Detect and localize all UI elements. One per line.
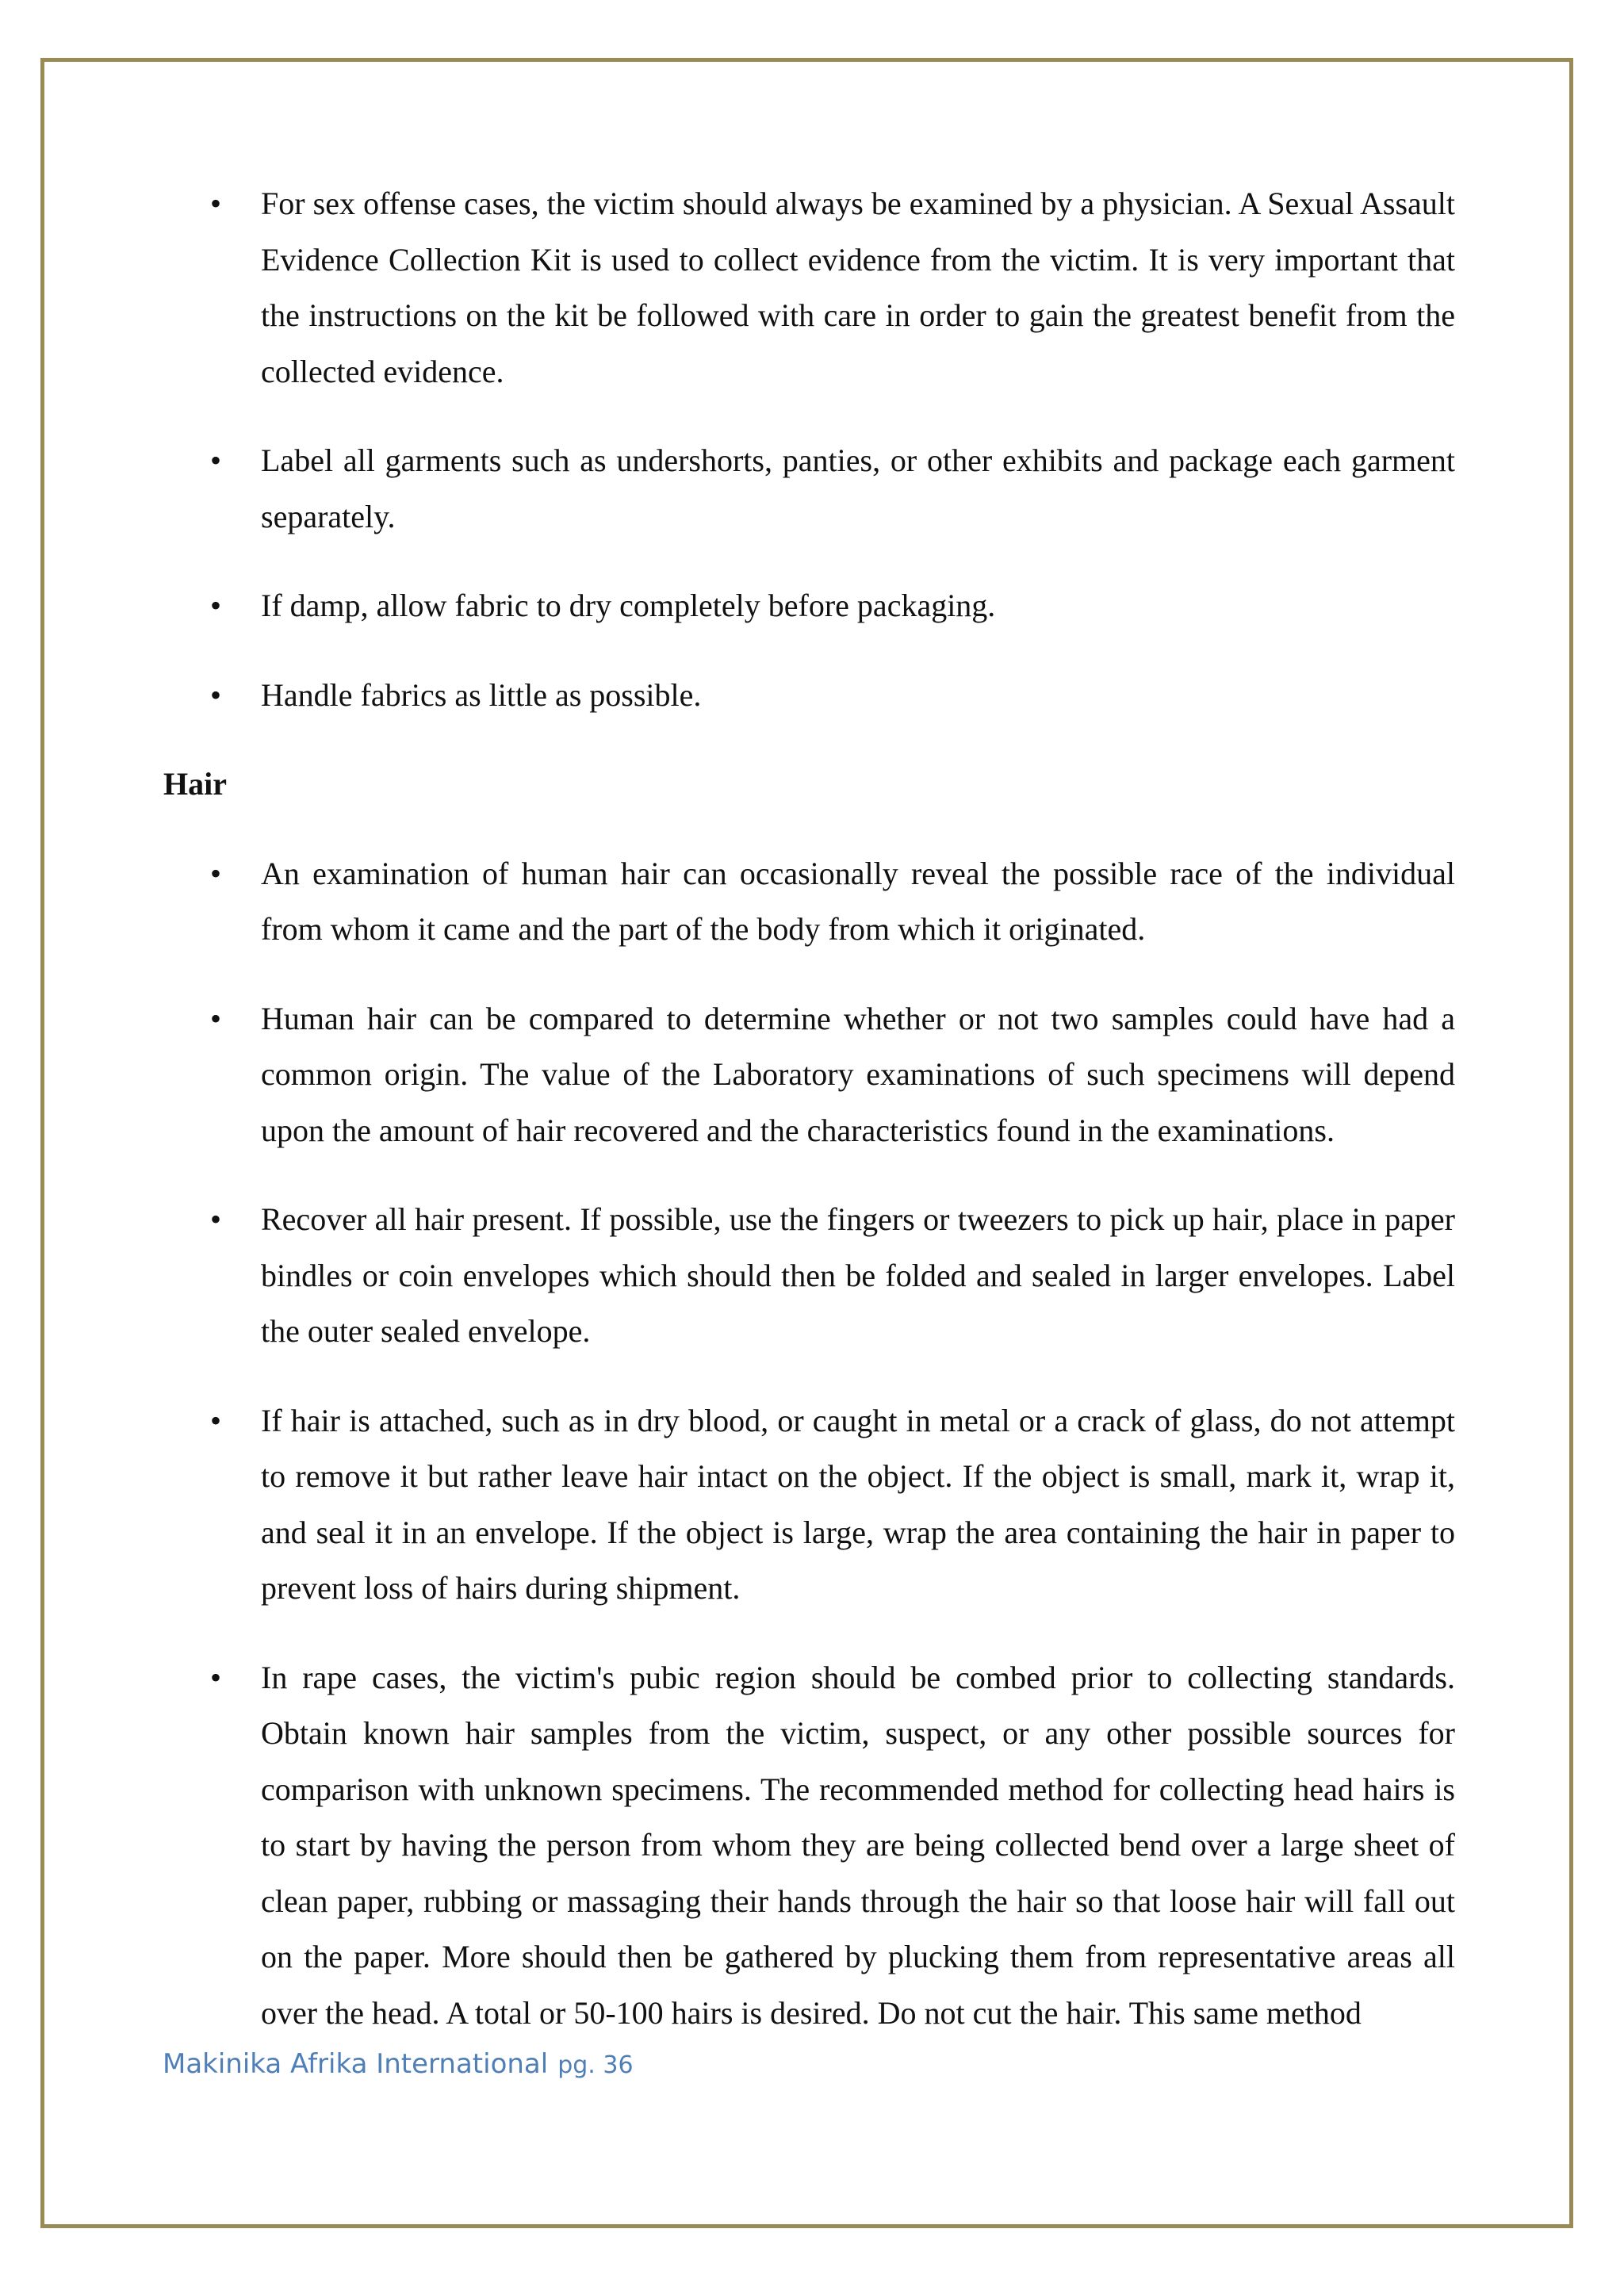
bullet-text: If hair is attached, such as in dry blood, or caught in metal or a crack of glass, do not attempt to remove it but rather leave hair intact on the object. If the object is small, mark it, wrap it, and seal it in an envelope. If the object is large, wrap the area containing the hair in paper to prevent loss of hairs during shipment. [261, 1402, 1455, 1606]
list-item [163, 668, 1455, 724]
bullet-text: For sex offense cases, the victim should always be examined by a physician. A Sexual Assault Evidence Collection Kit is used to collect evidence from the victim. It is very important that the instructions on the kit be followed with care in order to gain the greatest benefit from the collected evidence. [261, 186, 1455, 389]
list-item [163, 578, 1455, 634]
page-number: pg. 36 [557, 2051, 634, 2079]
list-item [163, 1192, 1455, 1360]
list-item [163, 176, 1455, 400]
list-item [163, 1650, 1455, 2042]
bullet-icon: • [210, 186, 222, 221]
fabrics-bullet-list [163, 176, 1455, 723]
bullet-icon: • [210, 1201, 222, 1237]
bullet-text: An examination of human hair can occasionally reveal the possible race of the individual from whom it came and the part of the body from which it originated. [261, 855, 1455, 947]
bullet-icon: • [210, 588, 222, 623]
list-item [163, 991, 1455, 1159]
bullet-text: Human hair can be compared to determine whether or not two samples could have had a common origin. The value of the Laboratory examinations of such specimens will depend upon the amount of hair recovered and the characteristics found in the examinations. [261, 1000, 1455, 1148]
bullet-text: If damp, allow fabric to dry completely before packaging. [261, 588, 996, 623]
bullet-icon: • [210, 1000, 222, 1036]
bullet-text: In rape cases, the victim's pubic region should be combed prior to collecting standards. Obtain known hair samples from the victim, suspect, or any other possible sources for comparison with unknown specimens. The recommended method for collecting head hairs is to start by having the person from whom they are being collected bend over a large sheet of clean paper, rubbing or massaging their hands through the hair so that loose hair will fall out on the paper. More should then be gathered by plucking them from representative areas all over the head. A total or 50-100 hairs is desired. Do not cut the hair. This same method [261, 1659, 1455, 2031]
bullet-icon: • [210, 855, 222, 891]
bullet-icon: • [210, 1659, 222, 1695]
bullet-icon: • [210, 1402, 222, 1438]
bullet-text: Label all garments such as undershorts, panties, or other exhibits and package each garment separately. [261, 442, 1455, 534]
bullet-text: Recover all hair present. If possible, use the fingers or tweezers to pick up hair, place in paper bindles or coin envelopes which should then be folded and sealed in larger envelopes. Label the outer sealed envelope. [261, 1201, 1455, 1349]
list-item [163, 1393, 1455, 1617]
footer-organization: Makinika Afrika International [163, 2048, 549, 2080]
hair-heading: Hair [163, 766, 227, 802]
bullet-icon: • [210, 676, 222, 713]
hair-bullet-list [163, 846, 1455, 2042]
bullet-icon: • [210, 442, 222, 478]
page-content [163, 176, 1455, 2074]
page-footer [163, 2048, 634, 2080]
bullet-text: Handle fabrics as little as possible. [261, 676, 702, 713]
list-item [163, 433, 1455, 545]
list-item [163, 846, 1455, 958]
